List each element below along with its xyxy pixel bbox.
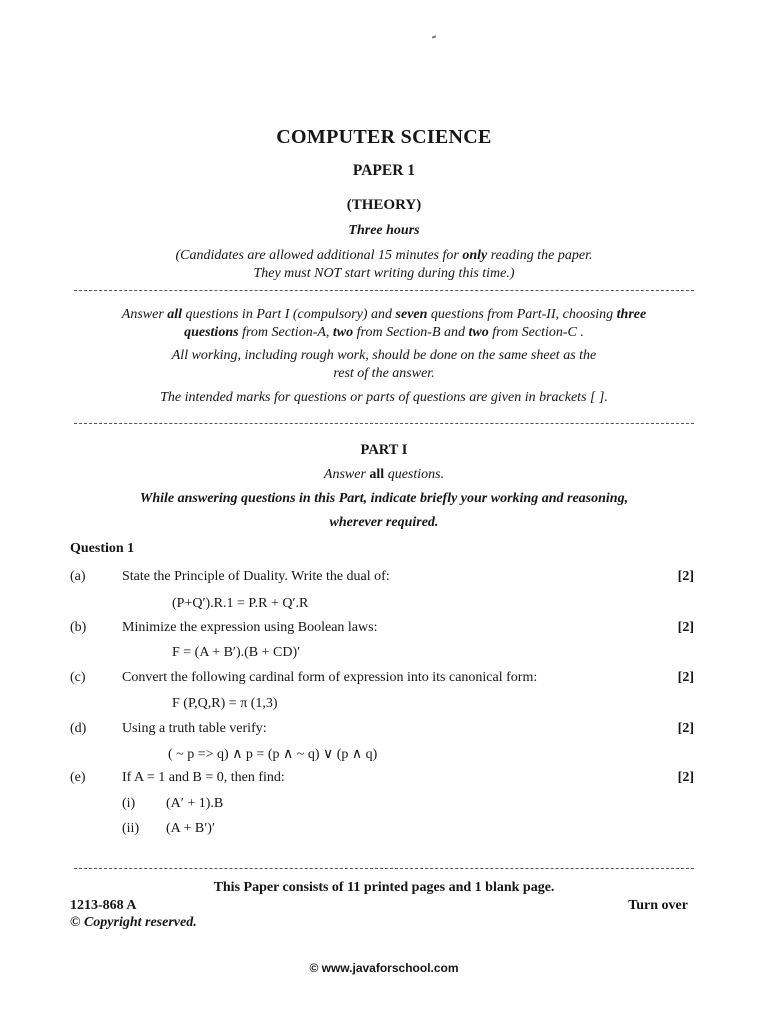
- instruction-line-5: The intended marks for questions or parts of questions are given in brackets [ ].: [160, 390, 608, 405]
- question-text: Convert the following cardinal form of expression into its canonical form:: [122, 670, 538, 685]
- part-note-line-1: While answering questions in this Part, indicate briefly your working and reasoning,: [139, 491, 629, 506]
- divider: [74, 290, 694, 291]
- divider: [74, 868, 694, 869]
- instruction-line-2: questions from Section-A, two from Section-B and two from Section-C .: [184, 325, 584, 340]
- question-mark: [2]: [677, 569, 694, 584]
- paper-number: PAPER 1: [352, 162, 416, 179]
- question-text: If A = 1 and B = 0, then find:: [122, 770, 285, 785]
- divider: [74, 423, 694, 424]
- question-label: (d): [70, 721, 87, 736]
- question-mark: [2]: [677, 721, 694, 736]
- question-text: Using a truth table verify:: [122, 721, 267, 736]
- subquestion-label: (i): [122, 796, 136, 811]
- part-heading: PART I: [360, 442, 408, 458]
- question-heading: Question 1: [70, 541, 135, 556]
- question-expression: ( ~ p => q) ∧ p = (p ∧ ~ q) ∨ (p ∧ q): [168, 747, 378, 762]
- part-note-line-2: wherever required.: [329, 515, 439, 530]
- question-expression: F (P,Q,R) = π (1,3): [172, 696, 278, 711]
- paper-code: 1213-868 A: [70, 898, 137, 913]
- subquestion-label: (ii): [122, 821, 140, 836]
- turn-over-note: Turn over: [628, 898, 688, 913]
- paper-duration: Three hours: [348, 223, 420, 238]
- question-label: (b): [70, 620, 87, 635]
- website-watermark: © www.javaforschool.com: [309, 961, 459, 975]
- instruction-line-4: rest of the answer.: [333, 366, 435, 381]
- copyright-note: © Copyright reserved.: [70, 915, 197, 930]
- subquestion-expression: (A′ + 1).B: [166, 796, 224, 811]
- question-mark: [2]: [677, 620, 694, 635]
- reading-note-line-2: They must NOT start writing during this time.): [253, 266, 515, 281]
- reading-note-line-1: (Candidates are allowed additional 15 minutes for only reading the paper.: [175, 248, 593, 263]
- question-expression: (P+Q′).R.1 = P.R + Q′.R: [172, 596, 309, 611]
- question-label: (c): [70, 670, 86, 685]
- page-count-note: This Paper consists of 11 printed pages and 1 blank page.: [213, 880, 555, 895]
- instruction-line-1: Answer all questions in Part I (compulsory) and seven questions from Part-II, choosing three: [121, 307, 647, 322]
- question-text: Minimize the expression using Boolean laws:: [122, 620, 378, 635]
- question-text: State the Principle of Duality. Write the dual of:: [122, 569, 390, 584]
- paper-title: COMPUTER SCIENCE: [276, 126, 492, 148]
- question-mark: [2]: [677, 670, 694, 685]
- question-label: (e): [70, 770, 86, 785]
- part-instruction: Answer all questions.: [323, 467, 445, 482]
- instruction-line-3: All working, including rough work, should be done on the same sheet as the: [171, 348, 597, 363]
- subquestion-expression: (A + B′)′: [166, 821, 216, 836]
- paper-type: (THEORY): [346, 197, 422, 213]
- question-label: (a): [70, 569, 86, 584]
- question-mark: [2]: [677, 770, 694, 785]
- scan-speck: [432, 35, 436, 38]
- question-expression: F = (A + B′).(B + CD)′: [172, 645, 301, 660]
